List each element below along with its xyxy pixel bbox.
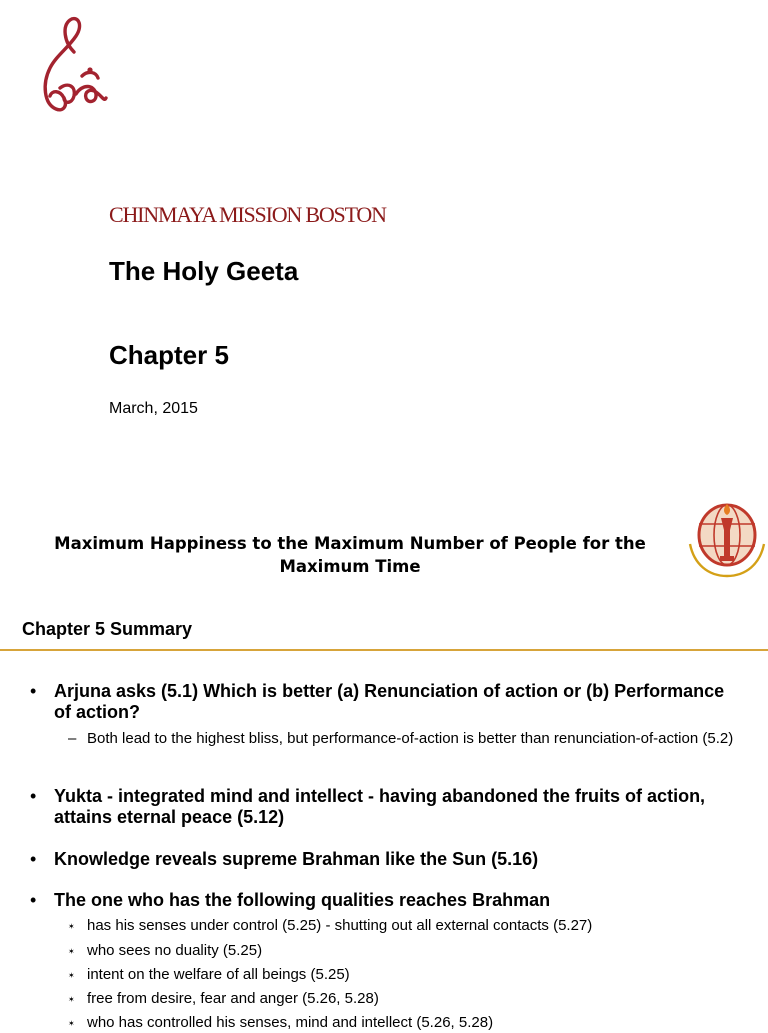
bullet-text: Arjuna asks (5.1) Which is better (a) Renunciation of action or (b) Performance of action?: [54, 681, 725, 722]
bullet-text: The one who has the following qualities reaches Brahman: [54, 890, 551, 910]
organization-name: CHINMAYA MISSION BOSTON: [109, 202, 386, 227]
quality-text: intent on the welfare of all beings (5.25): [87, 966, 350, 983]
quality-text: has his senses under control (5.25) - shutting out all external contacts (5.27): [87, 917, 593, 934]
bullet-marker: •: [30, 890, 37, 910]
quality-text: who has controlled his senses, mind and intellect (5.26, 5.28): [87, 1014, 494, 1031]
quality-text: free from desire, fear and anger (5.26, 5.28): [87, 990, 379, 1007]
heading-divider: [0, 649, 768, 651]
summary-heading: Chapter 5 Summary: [22, 619, 193, 639]
bullet-marker: •: [30, 786, 37, 806]
mission-emblem: [686, 498, 768, 578]
sub-bullet-marker: ✶: [68, 971, 75, 980]
chapter-title: Chapter 5: [109, 340, 229, 370]
sub-bullet-marker: ✶: [68, 947, 75, 956]
quality-text: who sees no duality (5.25): [87, 942, 263, 959]
bullet-text: Yukta - integrated mind and intellect - having abandoned the fruits of action, attains eternal peace (5.12): [54, 786, 706, 827]
bullet-text: Knowledge reveals supreme Brahman like the Sun (5.16): [54, 849, 539, 869]
sub-bullet-text: Both lead to the highest bliss, but performance-of-action is better than renunciation-of-action (5.2): [87, 730, 734, 747]
sub-bullet-marker: ✶: [68, 995, 75, 1004]
sub-bullet-marker: ✶: [68, 922, 75, 931]
om-logo: [30, 12, 112, 112]
bullet-marker: •: [30, 681, 37, 701]
bullet-marker: •: [30, 849, 37, 869]
presentation-title: The Holy Geeta: [109, 256, 299, 286]
sub-bullet-marker: ✶: [68, 1019, 75, 1028]
presentation-date: March, 2015: [109, 400, 198, 417]
mission-motto: Maximum Happiness to the Maximum Number of People for the Maximum Time: [54, 534, 646, 576]
dash-marker: –: [68, 730, 77, 747]
